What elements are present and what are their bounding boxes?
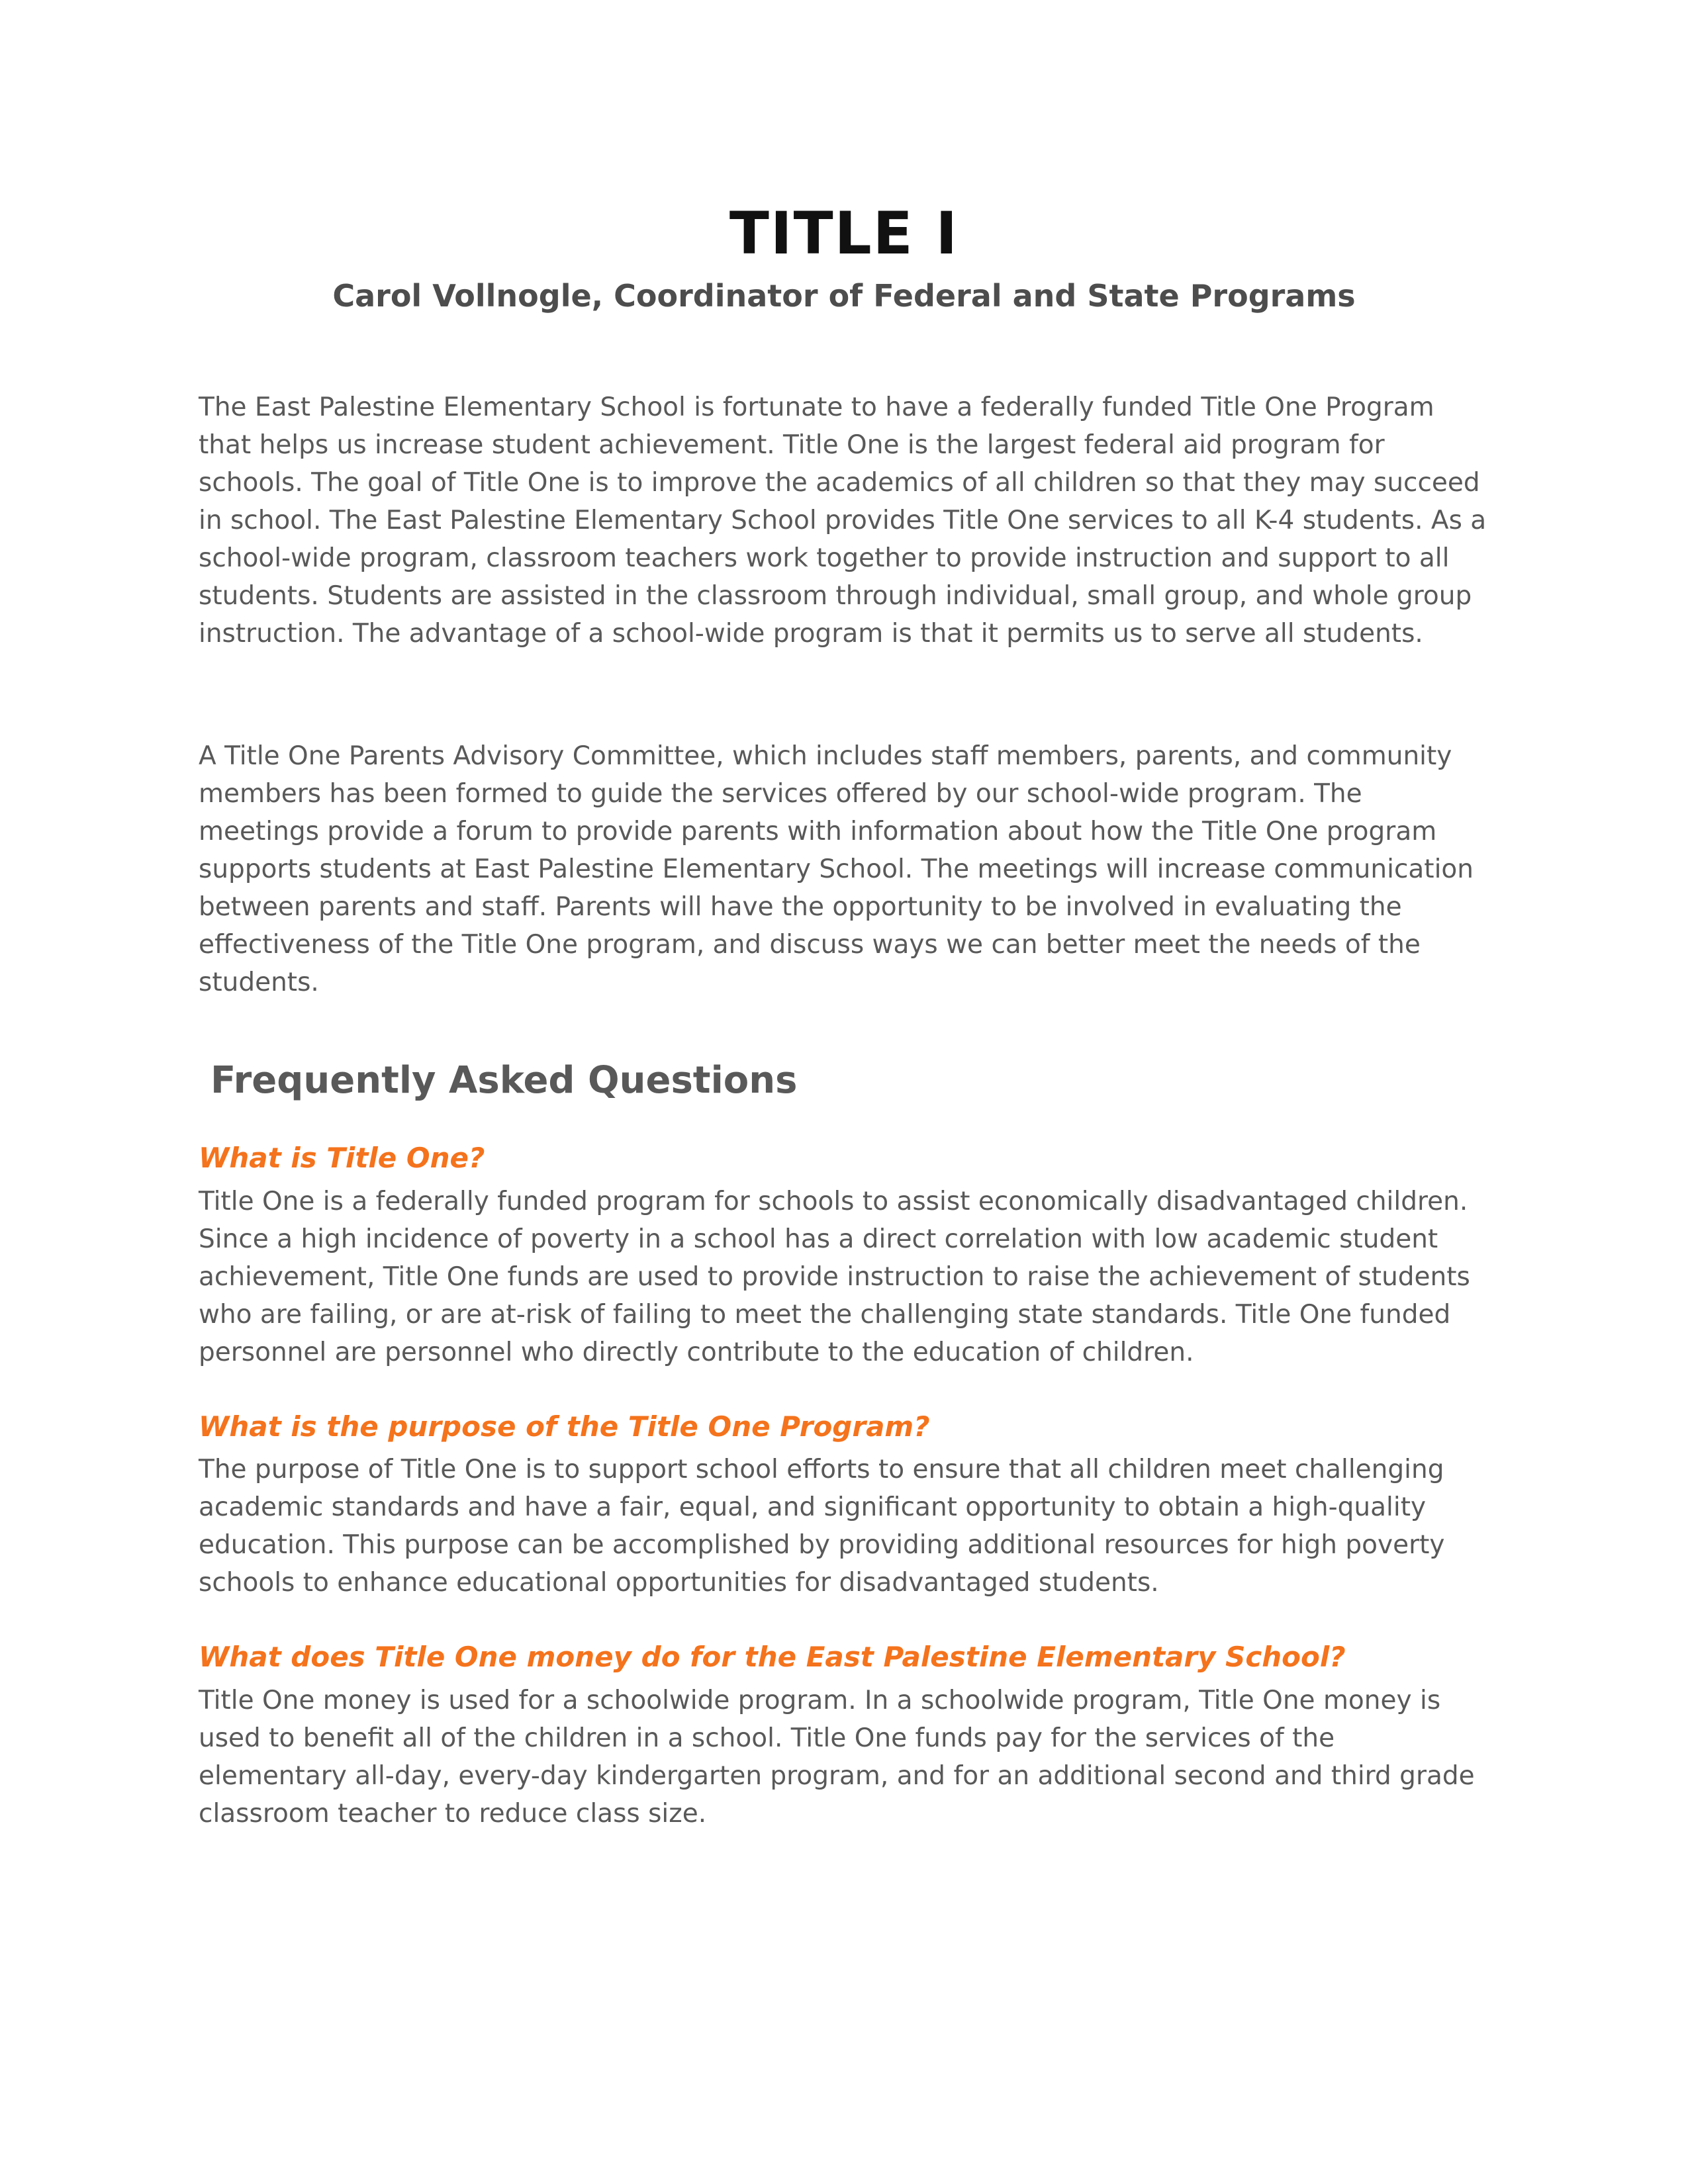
faq-item-2: [199, 1410, 1489, 1602]
faq-answer-2: The purpose of Title One is to support school efforts to ensure that all children meet challenging academic standards and have a fair, equal, and significant opportunity to obtain a high-quality education. This purpose can be accomplished by providing additional resources for high poverty schools to enhance educational opportunities for disadvantaged students.: [199, 1455, 1445, 1598]
page-subtitle: Carol Vollnogle, Coordinator of Federal and State Programs: [332, 277, 1356, 314]
faq-question-2: What is the purpose of the Title One Program?: [199, 1410, 930, 1443]
page-title: TITLE I: [729, 199, 959, 267]
faq-question-1: What is Title One?: [199, 1142, 485, 1175]
faq-item-1: [199, 1141, 1489, 1371]
intro-paragraph-1: The East Palestine Elementary School is fortunate to have a federally funded Title One Program that helps us increase student achievement. Title One is the largest federal aid program for schools. The goal of Title One is to improve the academics of all children so that they may succeed in school. The East Palestine Elementary School provides Title One services to all K-4 students. As a school-wide program, classroom teachers work together to provide instruction and support to all students. Students are assisted in the classroom through individual, small group, and whole group instruction. The advantage of a school-wide program is that it permits us to serve all students.: [199, 392, 1487, 649]
faq-item-3: [199, 1640, 1489, 1833]
faq-answer-3: Title One money is used for a schoolwide program. In a schoolwide program, Title One money is used to benefit all of the children in a school. Title One funds pay for the services of the elementary all-day, every-day kindergarten program, and for an additional second and third grade classroom teacher to reduce class size.: [199, 1685, 1475, 1829]
faq-question-3: What does Title One money do for the East Palestine Elementary School?: [199, 1641, 1346, 1674]
faq-answer-1: Title One is a federally funded program for schools to assist economically disadvantaged children. Since a high incidence of poverty in a school has a direct correlation with low academic student achievement, Title One funds are used to provide instruction to raise the achievement of students who are failing, or are at-risk of failing to meet the challenging state standards. Title One funded personnel are personnel who directly contribute to the education of children.: [199, 1186, 1470, 1367]
faq-section-heading: Frequently Asked Questions: [211, 1058, 798, 1102]
intro-paragraph-2: A Title One Parents Advisory Committee, which includes staff members, parents, and community members has been formed to guide the services offered by our school-wide program. The meetings provide a forum to provide parents with information about how the Title One program supports students at East Palestine Elementary School. The meetings will increase communication between parents and staff. Parents will have the opportunity to be involved in evaluating the effectiveness of the Title One program, and discuss ways we can better meet the needs of the students.: [199, 741, 1474, 997]
document-content: [199, 0, 1489, 1833]
